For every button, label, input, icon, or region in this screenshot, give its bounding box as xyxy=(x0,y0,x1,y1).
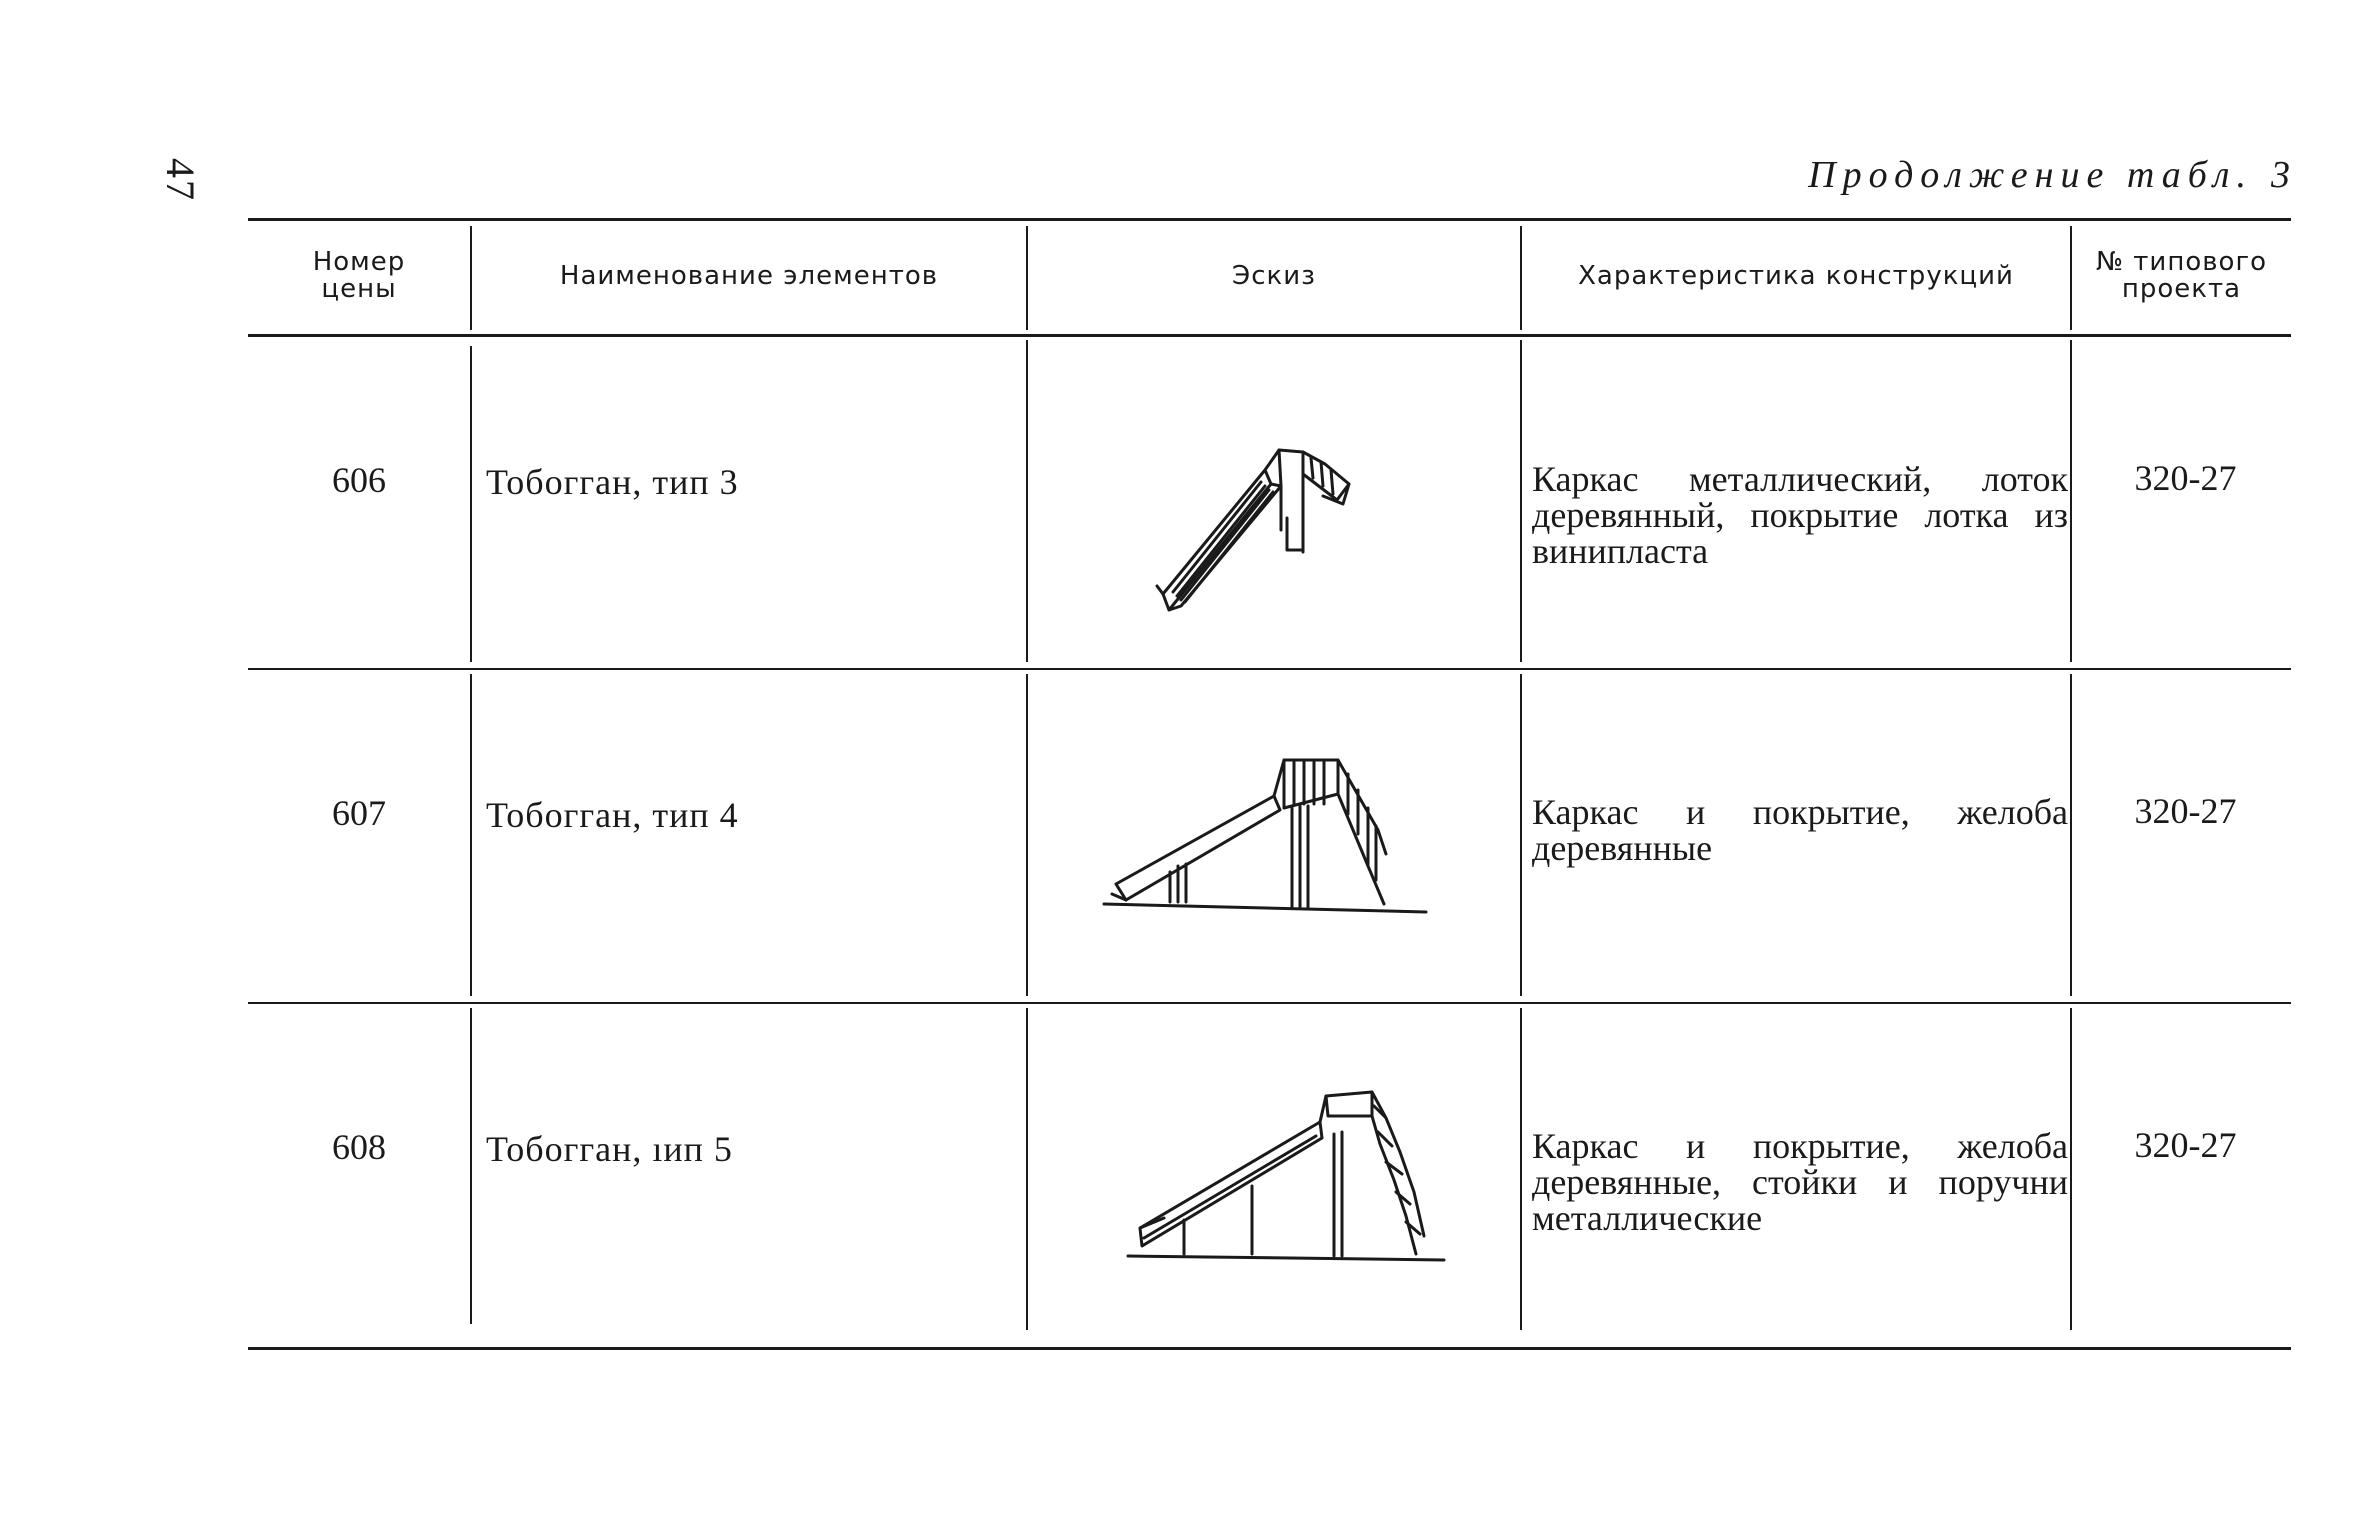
project-number: 320-27 xyxy=(2134,791,2237,831)
header-number: Номер цены xyxy=(312,247,406,304)
project-number: 320-27 xyxy=(2134,458,2237,498)
slide-type-3-sketch xyxy=(1153,444,1413,614)
caption-text: Продолжение табл. xyxy=(1808,154,2253,196)
slide-type-5-sketch xyxy=(1124,1088,1454,1268)
page-number: 47 xyxy=(158,158,203,202)
element-name: Тобогган, тип 4 xyxy=(486,795,739,835)
price-number: 607 xyxy=(332,793,386,833)
slide-type-4-sketch xyxy=(1100,754,1430,924)
element-name: Тобогган, тип 3 xyxy=(486,462,739,502)
header-project: № типового проекта xyxy=(2095,247,2268,304)
price-table xyxy=(248,218,2291,1350)
element-name: Тобогган, ıип 5 xyxy=(486,1129,733,1169)
table-bottom-rule xyxy=(248,1347,2291,1350)
header-description: Характеристика конструкций xyxy=(1578,260,2014,291)
table-caption xyxy=(1808,153,2297,197)
price-number: 606 xyxy=(332,460,386,500)
table-row xyxy=(248,1004,2291,1347)
construction-description: Каркас и покрытие, желоба деревянные, стойки и поручни металлические xyxy=(1532,1126,2068,1238)
construction-description: Каркас и покрытие, желоба деревянные xyxy=(1532,792,2068,868)
table-row xyxy=(248,670,2291,1002)
project-number: 320-27 xyxy=(2134,1125,2237,1165)
caption-table-number: 3 xyxy=(2271,154,2297,196)
header-name: Наименование элементов xyxy=(559,260,939,291)
construction-description: Каркас металлический, лоток деревянный, покрытие лотка из винипласта xyxy=(1532,459,2068,571)
price-number: 608 xyxy=(332,1127,386,1167)
header-sketch: Эскиз xyxy=(1232,260,1316,291)
table-row xyxy=(248,337,2291,668)
